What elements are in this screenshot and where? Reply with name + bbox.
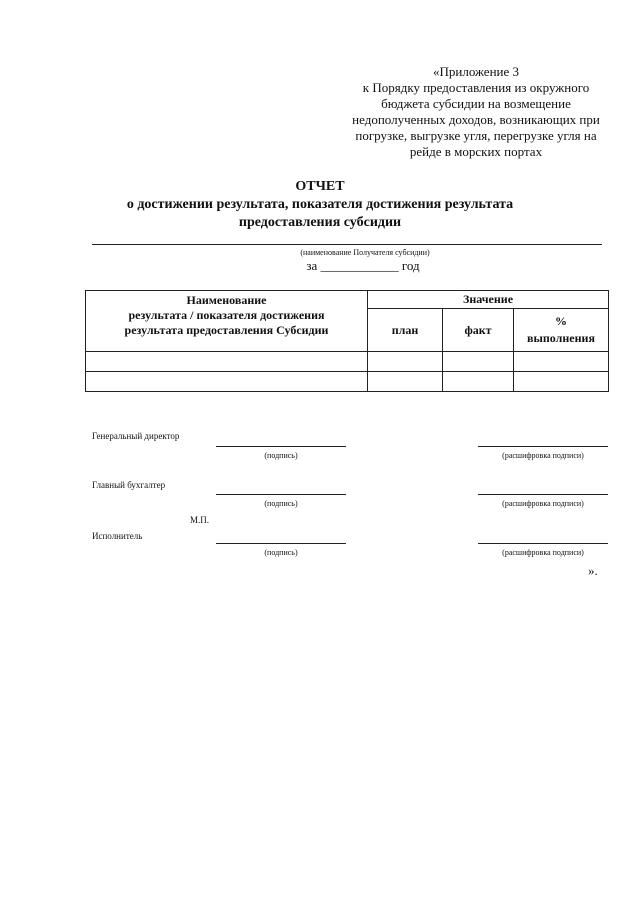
director-signature-caption: (подпись) — [264, 451, 298, 460]
appendix-line: недополученных доходов, возникающих при — [352, 112, 600, 127]
accountant-signature-caption: (подпись) — [264, 499, 298, 508]
appendix-line: к Порядку предоставления из окружного — [362, 80, 590, 95]
accountant-decode-caption: (расшифровка подписи) — [502, 499, 584, 508]
appendix-line: «Приложение 3 — [432, 64, 520, 79]
executor-decode-caption: (расшифровка подписи) — [502, 548, 584, 557]
director-label: Генеральный директор — [92, 431, 180, 441]
title-line: ОТЧЕТ — [295, 179, 345, 194]
name-column-header — [86, 291, 368, 352]
plan-column-header: план — [368, 309, 443, 352]
accountant-label: Главный бухгалтер — [92, 480, 166, 490]
table-cell[interactable] — [86, 372, 368, 392]
executor-signature-line[interactable] — [216, 543, 346, 544]
recipient-caption: (наименование Получателя субсидии) — [300, 248, 430, 257]
fact-column-header: факт — [443, 309, 514, 352]
header-line: выполнения — [527, 331, 595, 345]
title-line: предоставления субсидии — [238, 215, 402, 230]
title-line: о достижении результата, показателя достижения результата — [126, 197, 514, 212]
value-column-header: Значение — [368, 291, 609, 309]
director-decode-caption: (расшифровка подписи) — [502, 451, 584, 460]
appendix-line: погрузке, выгрузке угля, перегрузке угля на — [355, 128, 597, 143]
report-table — [85, 290, 609, 392]
table-cell[interactable] — [514, 352, 609, 372]
closing-quote: ». — [588, 563, 598, 578]
appendix-line: рейде в морских портах — [409, 144, 543, 159]
table-cell[interactable] — [368, 372, 443, 392]
table-cell[interactable] — [443, 352, 514, 372]
director-signature-line[interactable] — [216, 446, 346, 447]
report-period: за ____________ год — [306, 258, 420, 273]
director-decode-line[interactable] — [478, 446, 608, 447]
accountant-decode-line[interactable] — [478, 494, 608, 495]
executor-signature-caption: (подпись) — [264, 548, 298, 557]
header-line: Наименование — [186, 293, 267, 307]
table-cell[interactable] — [514, 372, 609, 392]
header-line: результата предоставления Субсидии — [124, 323, 329, 337]
header-line: результата / показателя достижения — [128, 308, 325, 322]
table-cell[interactable] — [443, 372, 514, 392]
table-row — [86, 372, 609, 392]
executor-decode-line[interactable] — [478, 543, 608, 544]
executor-label: Исполнитель — [92, 531, 143, 541]
table-cell[interactable] — [86, 352, 368, 372]
appendix-line: бюджета субсидии на возмещение — [381, 96, 571, 111]
stamp-place: М.П. — [190, 515, 210, 525]
header-line: % — [555, 314, 567, 328]
appendix-note — [340, 64, 612, 160]
table-cell[interactable] — [368, 352, 443, 372]
report-title — [120, 178, 520, 232]
recipient-line — [92, 244, 602, 245]
percent-column-header — [514, 309, 609, 352]
table-row — [86, 352, 609, 372]
accountant-signature-line[interactable] — [216, 494, 346, 495]
